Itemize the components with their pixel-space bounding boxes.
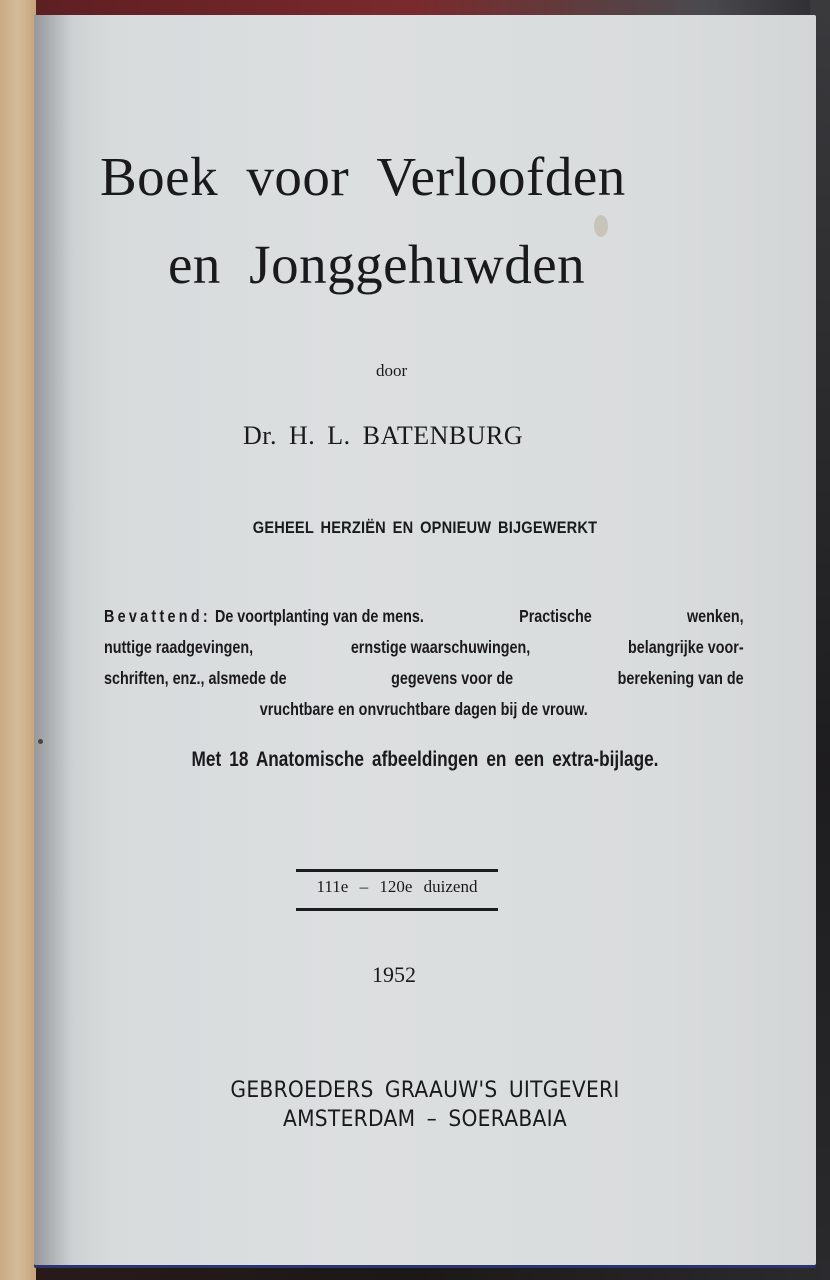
description-text: De voortplanting van de mens. (214, 606, 424, 626)
description-segment: berekening van de (617, 668, 744, 688)
paper-speck (38, 739, 43, 744)
edition-rule-box (296, 869, 498, 911)
publisher-name: GEBROEDERS GRAAUW'S UITGEVERI (230, 1078, 620, 1103)
description-segment: vruchtbare en onvruchtbare dagen bij de vrouw. (259, 699, 588, 719)
description-line (104, 601, 744, 632)
description-segment: belangrijke voor- (627, 637, 744, 657)
by-label-text: door (376, 361, 408, 380)
illustrations-note: Met 18 Anatomische afbeeldingen en een extra-bijlage. (191, 748, 659, 771)
edition-text: 111e – 120e duizend (316, 877, 478, 896)
description-segment: ernstige waarschuwingen, (350, 637, 531, 657)
description-block (104, 601, 744, 725)
publisher-cities: AMSTERDAM – SOERABAIA (282, 1107, 568, 1132)
description-segment: wenken, (686, 606, 744, 626)
description-segment: Practische (519, 606, 592, 626)
description-segment (104, 601, 424, 632)
revision-note: GEHEEL HERZIËN EN OPNIEUW BIJGEWERKT (252, 518, 598, 537)
contents-label: Bevattend: (104, 606, 211, 626)
description-line (104, 694, 744, 725)
title-page-content (34, 15, 816, 1265)
description-segment: gegevens voor de (391, 668, 514, 688)
book-title-line-2: en Jonggehuwden (168, 234, 586, 295)
description-segment: nuttige raadgevingen, (104, 637, 254, 657)
book-title-line-1: Boek voor Verloofden (100, 146, 626, 207)
description-line (104, 663, 744, 694)
publication-year-text: 1952 (372, 962, 416, 987)
description-segment: schriften, enz., alsmede de (104, 668, 287, 688)
description-line (104, 632, 744, 663)
previous-page-edge (0, 0, 36, 1280)
author-name-text: Dr. H. L. BATENBURG (243, 421, 524, 450)
